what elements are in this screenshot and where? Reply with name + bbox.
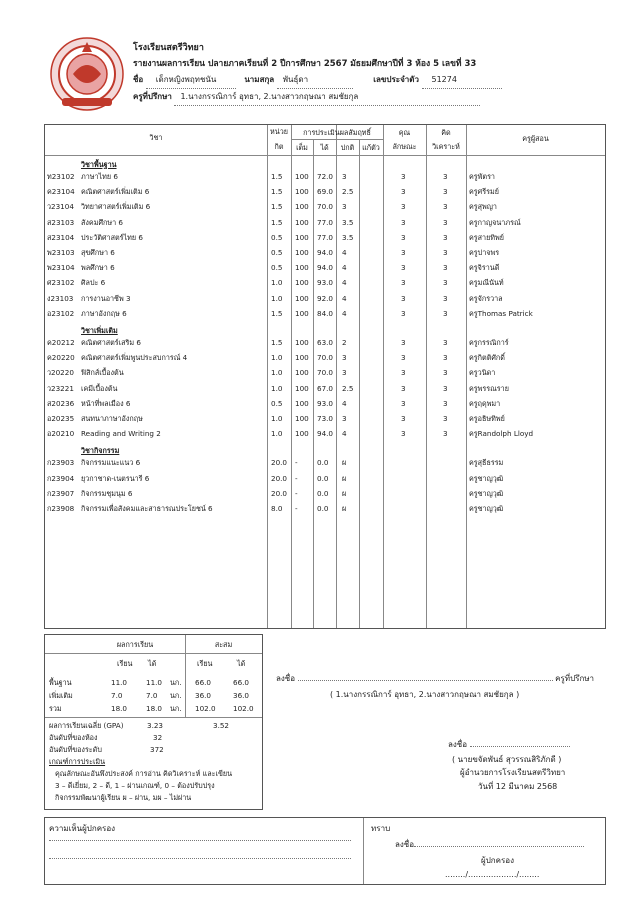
course-virtue: 3 bbox=[401, 263, 406, 273]
director-role: ผู้อำนวยการโรงเรียนสตรีวิทยา bbox=[460, 768, 566, 777]
course-virtue: 3 bbox=[401, 202, 406, 212]
course-full: 100 bbox=[295, 172, 309, 181]
header-full: เต็ม bbox=[296, 143, 308, 152]
header-fix: แก้ตัว bbox=[362, 143, 380, 152]
course-name: เคมีเบื้องต้น bbox=[81, 383, 118, 393]
course-teacher: ครูปาจพร bbox=[469, 248, 500, 257]
course-name: กิจกรรมชุมนุม 6 bbox=[81, 488, 133, 498]
course-thinking: 3 bbox=[443, 217, 448, 227]
course-teacher: ครูมณีนันท์ bbox=[469, 278, 504, 288]
header-normal: ปกติ bbox=[340, 143, 355, 152]
course-unit: 20.0 bbox=[271, 488, 288, 498]
course-teacher: ครูชาญวุฒิ bbox=[469, 473, 504, 483]
course-teacher: ครูกิตติศักดิ์ bbox=[469, 353, 505, 363]
course-unit: 8.0 bbox=[271, 504, 283, 513]
course-code: ว20220 bbox=[47, 368, 74, 378]
course-score: 94.0 bbox=[317, 248, 334, 257]
course-full: 100 bbox=[295, 353, 309, 363]
course-unit: 1.5 bbox=[271, 187, 283, 197]
course-grade: 4 bbox=[342, 398, 347, 408]
course-grade: ผ bbox=[342, 488, 347, 498]
table-row bbox=[45, 184, 605, 199]
course-name: พลศึกษา 6 bbox=[81, 263, 115, 273]
course-name: ภาษาไทย 6 bbox=[81, 172, 118, 181]
parent-sign-label: ลงชื่อ bbox=[395, 840, 415, 849]
report-title: รายงานผลการเรียน ปลายภาคเรียนที่ 2 ปีการศึกษา 2567 bbox=[133, 59, 348, 69]
course-score: 67.0 bbox=[317, 383, 334, 393]
course-teacher: ครูสายทิพย์ bbox=[469, 232, 504, 242]
gpa-value: 3.23 bbox=[147, 721, 164, 730]
course-name: กิจกรรมแนะแนว 6 bbox=[81, 458, 141, 468]
course-grade: 2.5 bbox=[342, 187, 354, 197]
course-grade: 2 bbox=[342, 338, 347, 347]
advisor-role: ครูที่ปรึกษา bbox=[555, 674, 595, 683]
course-grade: 3 bbox=[342, 172, 347, 181]
course-teacher: ครูThomas Patrick bbox=[469, 308, 533, 318]
course-score: 94.0 bbox=[317, 429, 334, 439]
course-code: ส20236 bbox=[47, 398, 75, 408]
surname-label: นามสกุล bbox=[244, 75, 275, 84]
table-row bbox=[45, 245, 605, 260]
course-full: 100 bbox=[295, 187, 309, 197]
table-row bbox=[45, 306, 605, 321]
course-score: 77.0 bbox=[317, 217, 334, 227]
student-surname: พันธุ์ดา bbox=[277, 72, 353, 89]
course-grade: 3 bbox=[342, 414, 347, 423]
header-virtue: คุณ bbox=[398, 128, 411, 137]
course-code: อ20210 bbox=[47, 429, 75, 439]
director-signature bbox=[448, 738, 570, 751]
course-name: ฟิสิกส์เบื้องต้น bbox=[81, 368, 124, 378]
header-got: ได้ bbox=[320, 143, 329, 152]
parent-date-line: ......../.................../........ bbox=[445, 870, 540, 879]
course-score: 0.0 bbox=[317, 473, 329, 483]
course-full: 100 bbox=[295, 414, 309, 423]
course-unit: 1.0 bbox=[271, 353, 283, 363]
course-code: ค23104 bbox=[47, 187, 75, 197]
course-name: ภาษาอังกฤษ 6 bbox=[81, 308, 127, 318]
legend-line-1: คุณลักษณะอันพึงประสงค์ การอ่าน คิดวิเคราะห์ และเขียน bbox=[55, 769, 232, 778]
course-score: 69.0 bbox=[317, 187, 334, 197]
course-full: 100 bbox=[295, 248, 309, 257]
parent-sign bbox=[395, 838, 584, 851]
summary-box bbox=[44, 634, 263, 810]
header-teacher: ครูผู้สอน bbox=[522, 134, 549, 143]
course-thinking: 3 bbox=[443, 202, 448, 212]
course-unit: 1.5 bbox=[271, 202, 283, 212]
summary-accum-got: 102.0 bbox=[233, 704, 254, 713]
summary-got-header: ได้ bbox=[148, 659, 157, 668]
course-full: - bbox=[295, 458, 298, 468]
table-row bbox=[45, 396, 605, 411]
course-code: ส23103 bbox=[47, 217, 75, 227]
course-unit: 1.0 bbox=[271, 383, 283, 393]
table-row bbox=[45, 455, 605, 470]
course-grade: 4 bbox=[342, 278, 347, 288]
course-score: 63.0 bbox=[317, 338, 334, 347]
course-virtue: 3 bbox=[401, 414, 406, 423]
course-grade: 4 bbox=[342, 248, 347, 257]
table-row bbox=[45, 275, 605, 290]
course-score: 73.0 bbox=[317, 414, 334, 423]
course-thinking: 3 bbox=[443, 187, 448, 197]
summary-study: 11.0 bbox=[111, 678, 128, 687]
parent-ack: ทราบ bbox=[371, 824, 391, 833]
course-grade: 3.5 bbox=[342, 217, 354, 227]
course-full: 100 bbox=[295, 429, 309, 439]
summary-study: 18.0 bbox=[111, 704, 128, 713]
course-code: ค20212 bbox=[47, 338, 75, 347]
course-thinking: 3 bbox=[443, 429, 448, 439]
course-name: สนทนาภาษาอังกฤษ bbox=[81, 414, 143, 423]
section-title: วิชาพื้นฐาน bbox=[81, 160, 117, 169]
course-teacher: ครูพรรณราย bbox=[469, 383, 509, 393]
course-grade: 4 bbox=[342, 308, 347, 318]
course-grade: ผ bbox=[342, 473, 347, 483]
course-virtue: 3 bbox=[401, 278, 406, 288]
table-row bbox=[45, 486, 605, 501]
course-thinking: 3 bbox=[443, 414, 448, 423]
course-code: ศ23102 bbox=[47, 278, 75, 288]
course-teacher: ครูกรรณิการ์ bbox=[469, 338, 509, 347]
summary-got: 11.0 bbox=[146, 678, 163, 687]
rank-room-value: 32 bbox=[153, 733, 163, 742]
course-name: คณิตศาสตร์เสริม 6 bbox=[81, 338, 141, 347]
course-virtue: 3 bbox=[401, 187, 406, 197]
summary-got: 18.0 bbox=[146, 704, 163, 713]
table-row bbox=[45, 471, 605, 486]
course-name: วิทยาศาสตร์เพิ่มเติม 6 bbox=[81, 202, 151, 212]
course-thinking: 3 bbox=[443, 248, 448, 257]
course-teacher: ครูชาญวุฒิ bbox=[469, 504, 504, 513]
course-grade: 3 bbox=[342, 368, 347, 378]
course-name: ยุวกาชาด-เนตรนารี 6 bbox=[81, 473, 150, 483]
advisor-label: ครูที่ปรึกษา bbox=[133, 92, 172, 101]
course-unit: 1.5 bbox=[271, 308, 283, 318]
course-teacher: ครูฤดุพมา bbox=[469, 398, 501, 408]
course-thinking: 3 bbox=[443, 278, 448, 288]
course-name: การงานอาชีพ 3 bbox=[81, 293, 131, 303]
course-virtue: 3 bbox=[401, 368, 406, 378]
course-virtue: 3 bbox=[401, 172, 406, 181]
course-code: ก23903 bbox=[47, 458, 75, 468]
course-name: คณิตศาสตร์เพิ่มพูนประสบการณ์ 4 bbox=[81, 353, 188, 363]
rank-level-value: 372 bbox=[150, 745, 164, 754]
summary-row-label: พื้นฐาน bbox=[49, 678, 72, 687]
course-thinking: 3 bbox=[443, 263, 448, 273]
course-grade: ผ bbox=[342, 458, 347, 468]
course-grade: 4 bbox=[342, 263, 347, 273]
course-thinking: 3 bbox=[443, 338, 448, 347]
parent-comment-box bbox=[44, 817, 606, 885]
course-grade: 3 bbox=[342, 353, 347, 363]
course-name: หน้าที่พลเมือง 6 bbox=[81, 398, 131, 408]
course-score: 94.0 bbox=[317, 263, 334, 273]
header-subject: วิชา bbox=[149, 133, 163, 142]
course-full: - bbox=[295, 488, 298, 498]
course-grade: 3 bbox=[342, 202, 347, 212]
course-teacher: ครูจักรวาล bbox=[469, 293, 503, 303]
class-label: มัธยมศึกษาปีที่ 3 ห้อง 5 เลขที่ 33 bbox=[350, 59, 477, 69]
summary-row-label: รวม bbox=[49, 704, 62, 713]
course-code: ส23104 bbox=[47, 232, 75, 242]
summary-study-header: เรียน bbox=[117, 659, 133, 668]
course-code: พ23103 bbox=[47, 248, 75, 257]
table-row bbox=[45, 335, 605, 350]
table-row bbox=[45, 350, 605, 365]
advisor-names: 1.นางกรรณิการ์ อุทธา, 2.นางสาวกฤษณา สมชัยกุล bbox=[174, 89, 480, 106]
course-name: สุขศึกษา 6 bbox=[81, 248, 115, 257]
summary-study: 7.0 bbox=[111, 691, 123, 700]
course-virtue: 3 bbox=[401, 248, 406, 257]
course-score: 70.0 bbox=[317, 368, 334, 378]
course-full: 100 bbox=[295, 308, 309, 318]
school-name: โรงเรียนสตรีวิทยา bbox=[133, 43, 204, 53]
course-score: 72.0 bbox=[317, 172, 334, 181]
course-score: 70.0 bbox=[317, 202, 334, 212]
table-row bbox=[45, 260, 605, 275]
course-thinking: 3 bbox=[443, 398, 448, 408]
course-code: ท23102 bbox=[47, 172, 75, 181]
summary-unit: นก. bbox=[170, 678, 182, 687]
course-unit: 1.0 bbox=[271, 414, 283, 423]
table-row bbox=[45, 426, 605, 441]
course-full: 100 bbox=[295, 398, 309, 408]
course-virtue: 3 bbox=[401, 353, 406, 363]
course-thinking: 3 bbox=[443, 232, 448, 242]
course-grade: 3.5 bbox=[342, 232, 354, 242]
course-name: สังคมศึกษา 6 bbox=[81, 217, 123, 227]
course-teacher: ครูชาญวุฒิ bbox=[469, 488, 504, 498]
course-unit: 1.0 bbox=[271, 293, 283, 303]
course-virtue: 3 bbox=[401, 429, 406, 439]
course-virtue: 3 bbox=[401, 398, 406, 408]
table-row bbox=[45, 501, 605, 516]
course-name: ศิลปะ 6 bbox=[81, 278, 106, 288]
school-logo bbox=[48, 34, 126, 114]
course-name: คณิตศาสตร์เพิ่มเติม 6 bbox=[81, 187, 150, 197]
student-id: 51274 bbox=[422, 72, 502, 89]
course-thinking: 3 bbox=[443, 308, 448, 318]
header-think: คิด bbox=[441, 128, 451, 137]
table-row bbox=[45, 411, 605, 426]
director-sign-label: ลงชื่อ bbox=[448, 740, 468, 749]
course-virtue: 3 bbox=[401, 217, 406, 227]
course-teacher: ครูRandolph Lloyd bbox=[469, 429, 534, 439]
advisor-signature bbox=[276, 672, 594, 685]
course-thinking: 3 bbox=[443, 172, 448, 181]
course-thinking: 3 bbox=[443, 383, 448, 393]
sign-date: วันที่ 12 มีนาคม 2568 bbox=[478, 782, 558, 791]
header-assessment: การประเมินผลสัมฤทธิ์ bbox=[303, 128, 371, 137]
table-row bbox=[45, 381, 605, 396]
summary-row bbox=[45, 701, 262, 716]
grades-table bbox=[44, 124, 606, 629]
header-virtue2: ลักษณะ bbox=[392, 142, 417, 151]
summary-row-label: เพิ่มเติม bbox=[49, 691, 73, 700]
course-unit: 1.0 bbox=[271, 429, 283, 439]
course-full: 100 bbox=[295, 368, 309, 378]
course-grade: 2.5 bbox=[342, 383, 354, 393]
rank-room-label: อันดับที่ของห้อง bbox=[49, 733, 98, 742]
header-unit2: กิต bbox=[274, 142, 284, 151]
parent-comment-title: ความเห็นผู้ปกครอง bbox=[49, 824, 116, 833]
course-full: 100 bbox=[295, 202, 309, 212]
course-virtue: 3 bbox=[401, 308, 406, 318]
header-think2: วิเคราะห์ bbox=[432, 142, 460, 151]
advisor-sign-label: ลงชื่อ bbox=[276, 674, 296, 683]
course-code: พ23104 bbox=[47, 263, 75, 273]
course-teacher: ครูสุพญา bbox=[469, 202, 497, 212]
course-score: 93.0 bbox=[317, 398, 334, 408]
parent-role: ผู้ปกครอง bbox=[481, 856, 514, 865]
gpa-label: ผลการเรียนเฉลี่ย (GPA) bbox=[49, 721, 124, 730]
table-row bbox=[45, 215, 605, 230]
course-unit: 1.0 bbox=[271, 368, 283, 378]
header-unit: หน่วย bbox=[270, 127, 288, 136]
course-code: ง23103 bbox=[47, 293, 74, 303]
course-unit: 20.0 bbox=[271, 473, 288, 483]
course-thinking: 3 bbox=[443, 353, 448, 363]
course-teacher: ครูกาญจนาภรณ์ bbox=[469, 217, 521, 227]
legend-title: เกณฑ์การประเมิน bbox=[49, 757, 106, 766]
summary-accum-got: 36.0 bbox=[233, 691, 250, 700]
course-teacher: ครูวนิดา bbox=[469, 368, 496, 378]
course-full: 100 bbox=[295, 278, 309, 288]
summary-accum-got: 66.0 bbox=[233, 678, 250, 687]
course-virtue: 3 bbox=[401, 293, 406, 303]
advisor-signature-names: ( 1.นางกรรณิการ์ อุทธา, 2.นางสาวกฤษณา สมชัยกุล ) bbox=[330, 690, 520, 699]
summary-unit: นก. bbox=[170, 704, 182, 713]
summary-unit: นก. bbox=[170, 691, 182, 700]
course-grade: ผ bbox=[342, 504, 347, 513]
course-full: 100 bbox=[295, 232, 309, 242]
course-score: 0.0 bbox=[317, 488, 329, 498]
course-teacher: ครูอธิษทิพย์ bbox=[469, 414, 505, 423]
summary-accum-study: 36.0 bbox=[195, 691, 212, 700]
course-teacher: ครูศรีรมย์ bbox=[469, 187, 499, 197]
table-row bbox=[45, 199, 605, 214]
report-header bbox=[133, 40, 502, 106]
rank-level-label: อันดับที่ของระดับ bbox=[49, 745, 102, 754]
course-score: 70.0 bbox=[317, 353, 334, 363]
course-score: 77.0 bbox=[317, 232, 334, 242]
course-code: ว23104 bbox=[47, 202, 74, 212]
course-full: - bbox=[295, 473, 298, 483]
course-unit: 1.5 bbox=[271, 338, 283, 347]
course-code: ก23907 bbox=[47, 488, 75, 498]
table-row bbox=[45, 230, 605, 245]
course-code: ก23904 bbox=[47, 473, 75, 483]
course-teacher: ครูจิรานดี bbox=[469, 263, 500, 273]
gpa-accum-value: 3.52 bbox=[213, 721, 230, 730]
course-score: 84.0 bbox=[317, 308, 334, 318]
course-unit: 0.5 bbox=[271, 248, 283, 257]
course-code: อ23102 bbox=[47, 308, 75, 318]
summary-accum-study-header: เรียน bbox=[197, 659, 213, 668]
summary-result-title: ผลการเรียน bbox=[116, 640, 154, 649]
course-code: ค20220 bbox=[47, 353, 75, 363]
course-grade: 4 bbox=[342, 429, 347, 439]
course-unit: 1.5 bbox=[271, 217, 283, 227]
course-unit: 1.5 bbox=[271, 172, 283, 181]
course-unit: 20.0 bbox=[271, 458, 288, 468]
summary-accum-study: 66.0 bbox=[195, 678, 212, 687]
course-full: 100 bbox=[295, 217, 309, 227]
section-title: วิชาเพิ่มเติม bbox=[81, 326, 118, 335]
course-virtue: 3 bbox=[401, 383, 406, 393]
course-unit: 1.0 bbox=[271, 278, 283, 288]
course-score: 0.0 bbox=[317, 458, 329, 468]
course-full: 100 bbox=[295, 293, 309, 303]
legend-line-2: 3 – ดีเยี่ยม, 2 – ดี, 1 – ผ่านเกณฑ์, 0 – ต้องปรับปรุง bbox=[55, 781, 215, 790]
id-label: เลขประจำตัว bbox=[373, 75, 419, 84]
legend-line-3: กิจกรรมพัฒนาผู้เรียน ผ – ผ่าน, มผ – ไม่ผ่าน bbox=[55, 793, 192, 802]
course-unit: 0.5 bbox=[271, 263, 283, 273]
course-full: - bbox=[295, 504, 298, 513]
course-full: 100 bbox=[295, 338, 309, 347]
course-unit: 0.5 bbox=[271, 232, 283, 242]
table-row bbox=[45, 291, 605, 306]
course-name: Reading and Writing 2 bbox=[81, 429, 161, 439]
course-teacher: ครูพัตรา bbox=[469, 172, 495, 181]
course-unit: 0.5 bbox=[271, 398, 283, 408]
name-label: ชื่อ bbox=[133, 75, 144, 84]
summary-got: 7.0 bbox=[146, 691, 158, 700]
course-thinking: 3 bbox=[443, 293, 448, 303]
summary-accum-study: 102.0 bbox=[195, 704, 216, 713]
section-title: วิชากิจกรรม bbox=[81, 446, 120, 456]
student-name: เด็กหญิงพฤทชนัน bbox=[146, 72, 236, 89]
course-name: กิจกรรมเพื่อสังคมและสาธารณประโยชน์ 6 bbox=[81, 504, 213, 513]
course-code: อ20235 bbox=[47, 414, 75, 423]
summary-accum-got-header: ได้ bbox=[237, 659, 246, 668]
course-score: 93.0 bbox=[317, 278, 334, 288]
course-virtue: 3 bbox=[401, 232, 406, 242]
course-name: ประวัติศาสตร์ไทย 6 bbox=[81, 232, 143, 242]
director-name: ( นายขจัดพันธ์ สุวรรณสิริภักดี ) bbox=[452, 755, 562, 764]
course-teacher: ครูสุธีธรรม bbox=[469, 458, 504, 468]
course-code: ว23221 bbox=[47, 383, 74, 393]
course-score: 92.0 bbox=[317, 293, 334, 303]
course-thinking: 3 bbox=[443, 368, 448, 378]
course-grade: 4 bbox=[342, 293, 347, 303]
course-virtue: 3 bbox=[401, 338, 406, 347]
table-row bbox=[45, 169, 605, 184]
course-full: 100 bbox=[295, 263, 309, 273]
summary-accum-title: สะสม bbox=[214, 640, 233, 649]
course-score: 0.0 bbox=[317, 504, 329, 513]
course-full: 100 bbox=[295, 383, 309, 393]
course-code: ก23908 bbox=[47, 504, 75, 513]
table-row bbox=[45, 365, 605, 380]
